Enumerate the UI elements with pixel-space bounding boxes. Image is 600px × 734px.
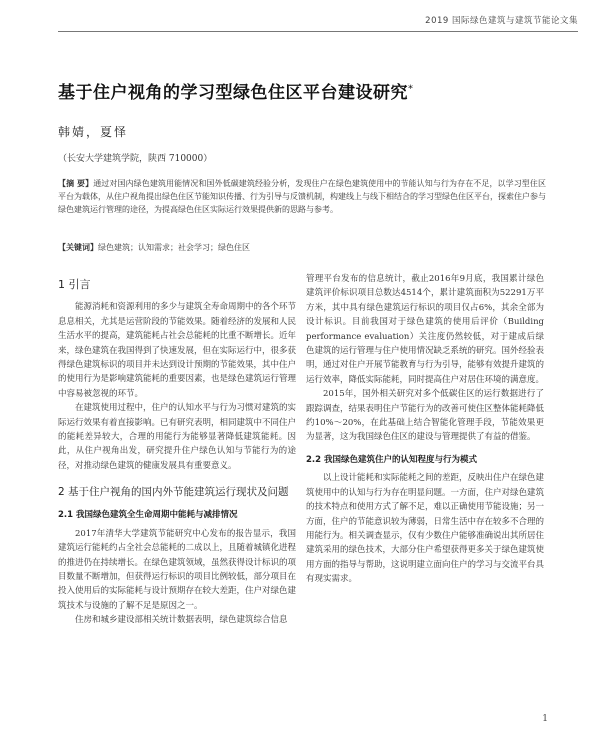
subsection-heading-2-1: 2.1 我国绿色建筑全生命周期中能耗与减排情况 [58, 510, 238, 521]
paper-title [58, 78, 558, 103]
paragraph: 在建筑使用过程中，住户的认知水平与行为习惯对建筑的实际运行效果有着直接影响。已有研究表明，相同建筑中不同住户的能耗差异较大，合理的用能行为能够显著降低建筑能耗。因此，从住户视角出发，研究提升住户绿色认知与节能行为的途径，对推动绿色建筑的健康发展具有重要意义。 [58, 403, 297, 471]
paragraph: 住房和城乡建设部相关统计数据表明，绿色建筑综合信息 [75, 615, 288, 626]
title-footnote-mark: * [408, 83, 414, 95]
paragraph: 2017年清华大学建筑节能研究中心发布的报告显示，我国建筑运行能耗约占全社会总能耗的二成以上，且随着城镇化进程的推进仍在持续增长。在绿色建筑领域，虽然获得设计标识的项目数量不断增加，但获得运行标识的项目比例较低，部分项目在投入使用后的实际能耗与设计预期存在较大差距，住户对绿色建筑技术与设施的了解不足是原因之一。 [58, 528, 297, 611]
section-heading-2: 2 基于住户视角的国内外节能建筑运行现状及问题 [58, 486, 289, 499]
keywords-text: 绿色建筑；认知需求；社会学习；绿色住区 [98, 243, 250, 252]
paragraph: 能源消耗和资源利用的多少与建筑全寿命周期中的各个环节息息相关，尤其是运营阶段的节能效果。随着经济的发展和人民生活水平的提高，建筑能耗占社会总能耗的比重不断增长。近年来，绿色建筑在我国得到了快速发展，但在实际运行中，很多获得绿色建筑标识的项目并未达到设计预期的节能效果，其中住户的使用行为是影响建筑能耗的重要因素，也是绿色建筑运行管理中容易被忽视的环节。 [58, 302, 297, 399]
header-rule [58, 31, 578, 32]
left-column [58, 272, 296, 628]
keywords-label: 【关键词】 [58, 242, 98, 252]
paragraph: 2015年，国外相关研究对多个低碳住区的运行数据进行了跟踪调查，结果表明住户节能行为的改善可使住区整体能耗降低约10%～20%，在此基础上结合智能化管理手段，节能效果更为显著，这为我国绿色住区的建设与管理提供了有益的借鉴。 [306, 389, 545, 443]
running-header: 2019 国际绿色建筑与建筑节能论文集 [425, 16, 578, 26]
keywords [58, 242, 546, 253]
authors: 韩婧，夏怿 [58, 125, 129, 139]
abstract-label: 【摘 要】 [58, 178, 94, 188]
abstract [58, 177, 546, 216]
page-number: 1 [542, 714, 548, 724]
right-column [306, 272, 544, 587]
abstract-text: 通过对国内绿色建筑用能情况和国外低碳建筑经验分析，发现住户在绿色建筑使用中的节能认知与行为存在不足，以学习型住区平台为载体，从住户视角提出绿色住区节能知识传播、行为引导与反馈机制，构建线上与线下相结合的学习型绿色住区平台，探索住户参与绿色建筑运行管理的途径，为提高绿色住区实际运行效果提供新的思路与参考。 [58, 179, 546, 214]
affiliation: （长安大学建筑学院，陕西 710000） [58, 154, 213, 164]
subsection-heading-2-2: 2.2 我国绿色建筑住户的认知程度与行为模式 [306, 454, 478, 465]
section-heading-introduction: 1 引言 [58, 278, 91, 291]
paper-title-text: 基于住户视角的学习型绿色住区平台建设研究 [58, 83, 408, 103]
paragraph: 以上设计能耗和实际能耗之间的差距，反映出住户在绿色建筑使用中的认知与行为存在明显问题。一方面，住户对绿色建筑的技术特点和使用方式了解不足，难以正确使用节能设施；另一方面，住户的节能意识较为薄弱，日常生活中存在较多不合理的用能行为。相关调查显示，仅有少数住户能够准确说出其所居住建筑采用的绿色技术，大部分住户希望获得更多关于绿色建筑使用方面的指导与帮助，这说明建立面向住户的学习与交流平台具有现实需求。 [306, 473, 545, 585]
paragraph: 管理平台发布的信息统计，截止2016年9月底，我国累计绿色建筑评价标识项目总数达4514个，累计建筑面积为52291万平方米，其中具有绿色建筑运行标识的项目仅占6%，其余全部为设计标识。目前我国对于绿色建筑的使用后评价（Building performance evaluation）关注度仍然较低，对于建成后绿色建筑的运行管理与住户使用情况缺乏系统的研究。国外经验表明，通过对住户开展节能教育与行为引导，能够有效提升建筑的运行效率，降低实际能耗，同时提高住户对居住环境的满意度。 [306, 274, 545, 385]
